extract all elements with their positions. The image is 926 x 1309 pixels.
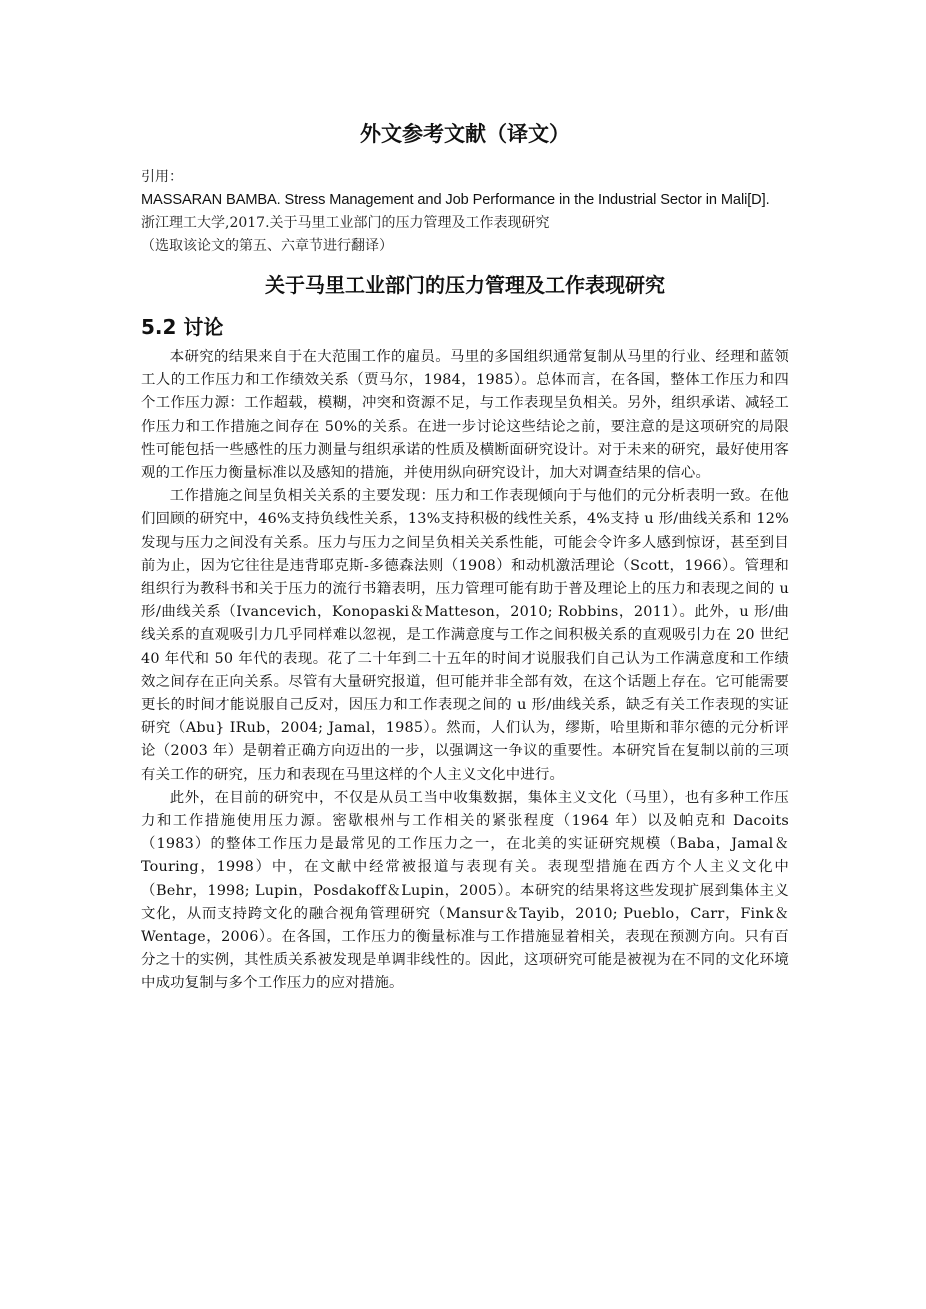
section-heading: 5.2 讨论	[141, 315, 224, 339]
citation-note: （选取该论文的第五、六章节进行翻译）	[141, 238, 393, 254]
body-paragraph-3: 此外，在目前的研究中，不仅是从员工当中收集数据，集体主义文化（马里），也有多种工作压力和工作措施使用压力源。密歇根州与工作相关的紧张程度（1964 年）以及帕克和 Dacoits（1983）的整体工作压力是最常见的工作压力之一，在北美的实证研究规模（Baba，Jamal＆Touring，1998）中，在文献中经常被报道与表现有关。表现型措施在西方个人主义文化中（Behr，1998; Lupin，Posdakoff＆Lupin，2005）。本研究的结果将这些发现扩展到集体主义文化，从而支持跨文化的融合视角管理研究（Mansur＆Tayib，2010; Pueblo，Carr，Fink＆Wentage，2006）。在各国，工作压力的衡量标准与工作措施显着相关，表现在预测方向。只有百分之十的实例，其性质关系被发现是单调非线性的。因此，这项研究可能是被视为在不同的文化环境中成功复制与多个工作压力的应对措施。	[141, 789, 789, 992]
citation-label: 引用：	[141, 169, 183, 185]
paper-title: 关于马里工业部门的压力管理及工作表现研究	[265, 273, 665, 297]
citation-line-chinese: 浙江理工大学,2017.关于马里工业部门的压力管理及工作表现研究	[141, 215, 550, 231]
body-paragraph-2: 工作措施之间呈负相关关系的主要发现：压力和工作表现倾向于与他们的元分析表明一致。在他们回顾的研究中，46%支持负线性关系，13%支持积极的线性关系，4%支持 u 形/曲线关系和 12%发现与压力之间没有关系。压力与压力之间呈负相关关系性能，可能会令许多人感到惊讶，甚至到目前为止，因为它往往是违背耶克斯-多德森法则（1908）和动机激活理论（Scott，1966）。管理和组织行为教科书和关于压力的流行书籍表明，压力管理可能有助于普及理论上的压力和表现之间的 u 形/曲线关系（Ivancevich，Konopaski＆Matteson，2010; Robbins，2011）。此外，u 形/曲线关系的直观吸引力几乎同样难以忽视，是工作满意度与工作之间积极关系的直观吸引力在 20 世纪 40 年代和 50 年代的表现。花了二十年到二十五年的时间才说服我们自己认为工作满意度和工作绩效之间存在正向关系。尽管有大量研究报道，但可能并非全部有效，在这个话题上存在。它可能需要更长的时间才能说服自己反对，因压力和工作表现之间的 u 形/曲线关系，缺乏有关工作表现的实证研究（Abu} IRub，2004; Jamal，1985）。然而，人们认为，缪斯，哈里斯和菲尔德的元分析评论（2003 年）是朝着正确方向迈出的一步，以强调这一争议的重要性。本研究旨在复制以前的三项有关工作的研究，压力和表现在马里这样的个人主义文化中进行。	[141, 488, 789, 783]
document-content	[141, 120, 789, 996]
document-title: 外文参考文献（译文）	[360, 122, 570, 146]
body-paragraph-1: 本研究的结果来自于在大范围工作的雇员。马里的多国组织通常复制从马里的行业、经理和蓝领工人的工作压力和工作绩效关系（贾马尔，1984，1985）。总体而言，在各国，整体工作压力和四个工作压力源：工作超载，模糊，冲突和资源不足，与工作表现呈负相关。另外，组织承诺、减轻工作压力和工作措施之间存在 50%的关系。在进一步讨论这些结论之前，要注意的是这项研究的局限性可能包括一些感性的压力测量与组织承诺的性质及横断面研究设计。对于未来的研究，最好使用客观的工作压力衡量标准以及感知的措施，并使用纵向研究设计，加大对调查结果的信心。	[141, 349, 789, 482]
citation-line-english: MASSARAN BAMBA. Stress Management and Job Performance in the Industrial Sector in Mali[D].	[141, 192, 770, 208]
